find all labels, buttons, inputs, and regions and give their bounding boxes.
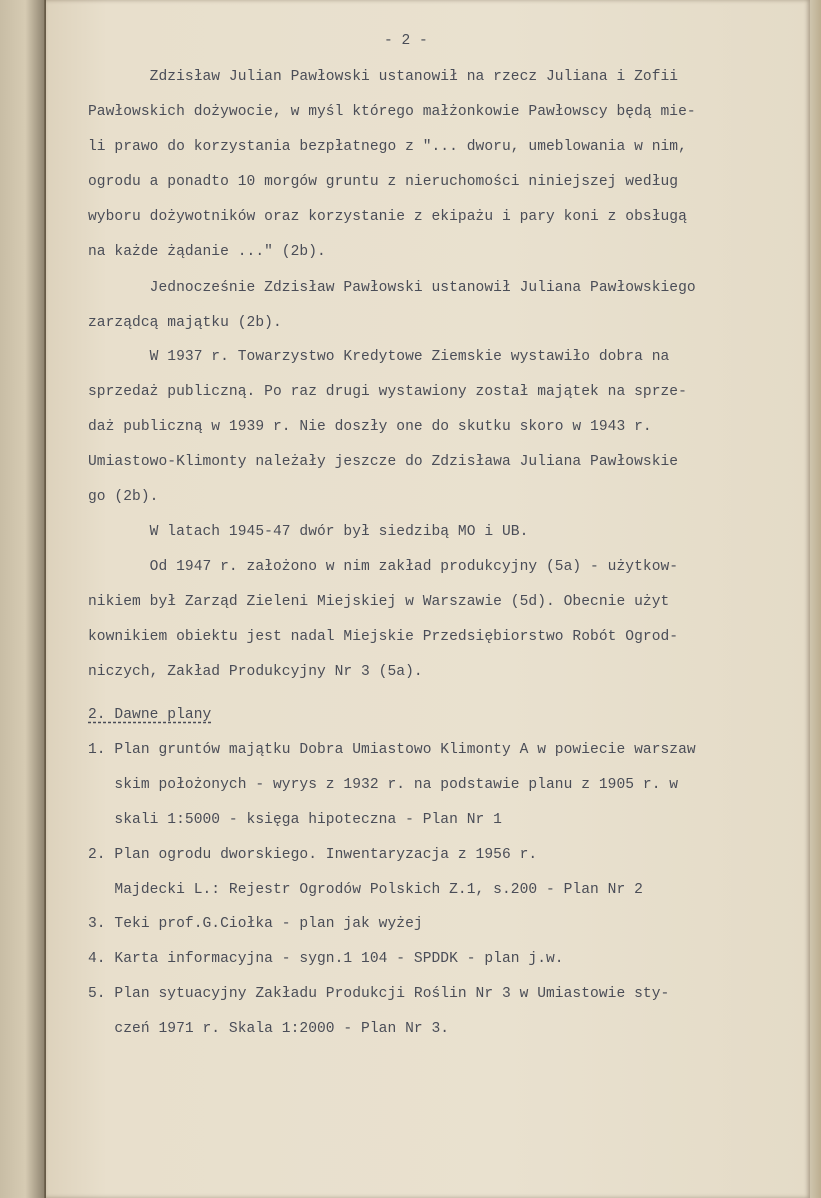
text-line: kownikiem obiektu jest nadal Miejskie Przedsiębiorstwo Robót Ogrod- <box>88 629 679 645</box>
text-line: niczych, Zakład Produkcyjny Nr 3 (5a). <box>88 664 423 680</box>
page-number: - 2 - <box>384 33 428 49</box>
list-item: 2. Plan ogrodu dworskiego. Inwentaryzacja z 1956 r. <box>88 847 538 863</box>
list-item: czeń 1971 r. Skala 1:2000 - Plan Nr 3. <box>88 1021 450 1037</box>
text-line: wyboru dożywotników oraz korzystanie z ekipażu i pary koni z obsługą <box>88 209 687 225</box>
text-line: Umiastowo-Klimonty należały jeszcze do Zdzisława Juliana Pawłowskie <box>88 454 679 470</box>
list-item: skim położonych - wyrys z 1932 r. na podstawie planu z 1905 r. w <box>88 777 679 793</box>
list-item: Majdecki L.: Rejestr Ogrodów Polskich Z.1, s.200 - Plan Nr 2 <box>88 882 643 898</box>
text-line: Jednocześnie Zdzisław Pawłowski ustanowił Juliana Pawłowskiego <box>88 280 696 296</box>
text-line: daż publiczną w 1939 r. Nie doszły one do skutku skoro w 1943 r. <box>88 419 652 435</box>
binding-shadow <box>44 0 46 1198</box>
text-line: Pawłowskich dożywocie, w myśl którego małżonkowie Pawłowscy będą mie- <box>88 104 696 120</box>
section-heading: 2. Dawne plany <box>88 707 212 723</box>
list-item: skali 1:5000 - księga hipoteczna - Plan Nr 1 <box>88 812 502 828</box>
page-right-edge <box>810 0 821 1198</box>
list-item: 3. Teki prof.G.Ciołka - plan jak wyżej <box>88 916 423 932</box>
text-line: zarządcą majątku (2b). <box>88 315 282 331</box>
page-left-edge <box>0 0 46 1198</box>
list-item: 1. Plan gruntów majątku Dobra Umiastowo Klimonty A w powiecie warszaw <box>88 742 696 758</box>
text-line: go (2b). <box>88 489 159 505</box>
text-line: Od 1947 r. założono w nim zakład produkcyjny (5a) - użytkow- <box>88 559 679 575</box>
text-line: Zdzisław Julian Pawłowski ustanowił na rzecz Juliana i Zofii <box>88 69 679 85</box>
text-line: ogrodu a ponadto 10 morgów gruntu z nieruchomości niniejszej według <box>88 174 679 190</box>
text-line: na każde żądanie ..." (2b). <box>88 244 326 260</box>
list-item: 5. Plan sytuacyjny Zakładu Produkcji Roślin Nr 3 w Umiastowie sty- <box>88 986 670 1002</box>
text-line: sprzedaż publiczną. Po raz drugi wystawiony został majątek na sprze- <box>88 384 687 400</box>
text-line: W latach 1945-47 dwór był siedzibą MO i UB. <box>88 524 529 540</box>
text-line: nikiem był Zarząd Zieleni Miejskiej w Warszawie (5d). Obecnie użyt <box>88 594 670 610</box>
list-item: 4. Karta informacyjna - sygn.1 104 - SPDDK - plan j.w. <box>88 951 564 967</box>
text-line: W 1937 r. Towarzystwo Kredytowe Ziemskie wystawiło dobra na <box>88 349 670 365</box>
text-line: li prawo do korzystania bezpłatnego z "... dworu, umeblowania w nim, <box>88 139 687 155</box>
